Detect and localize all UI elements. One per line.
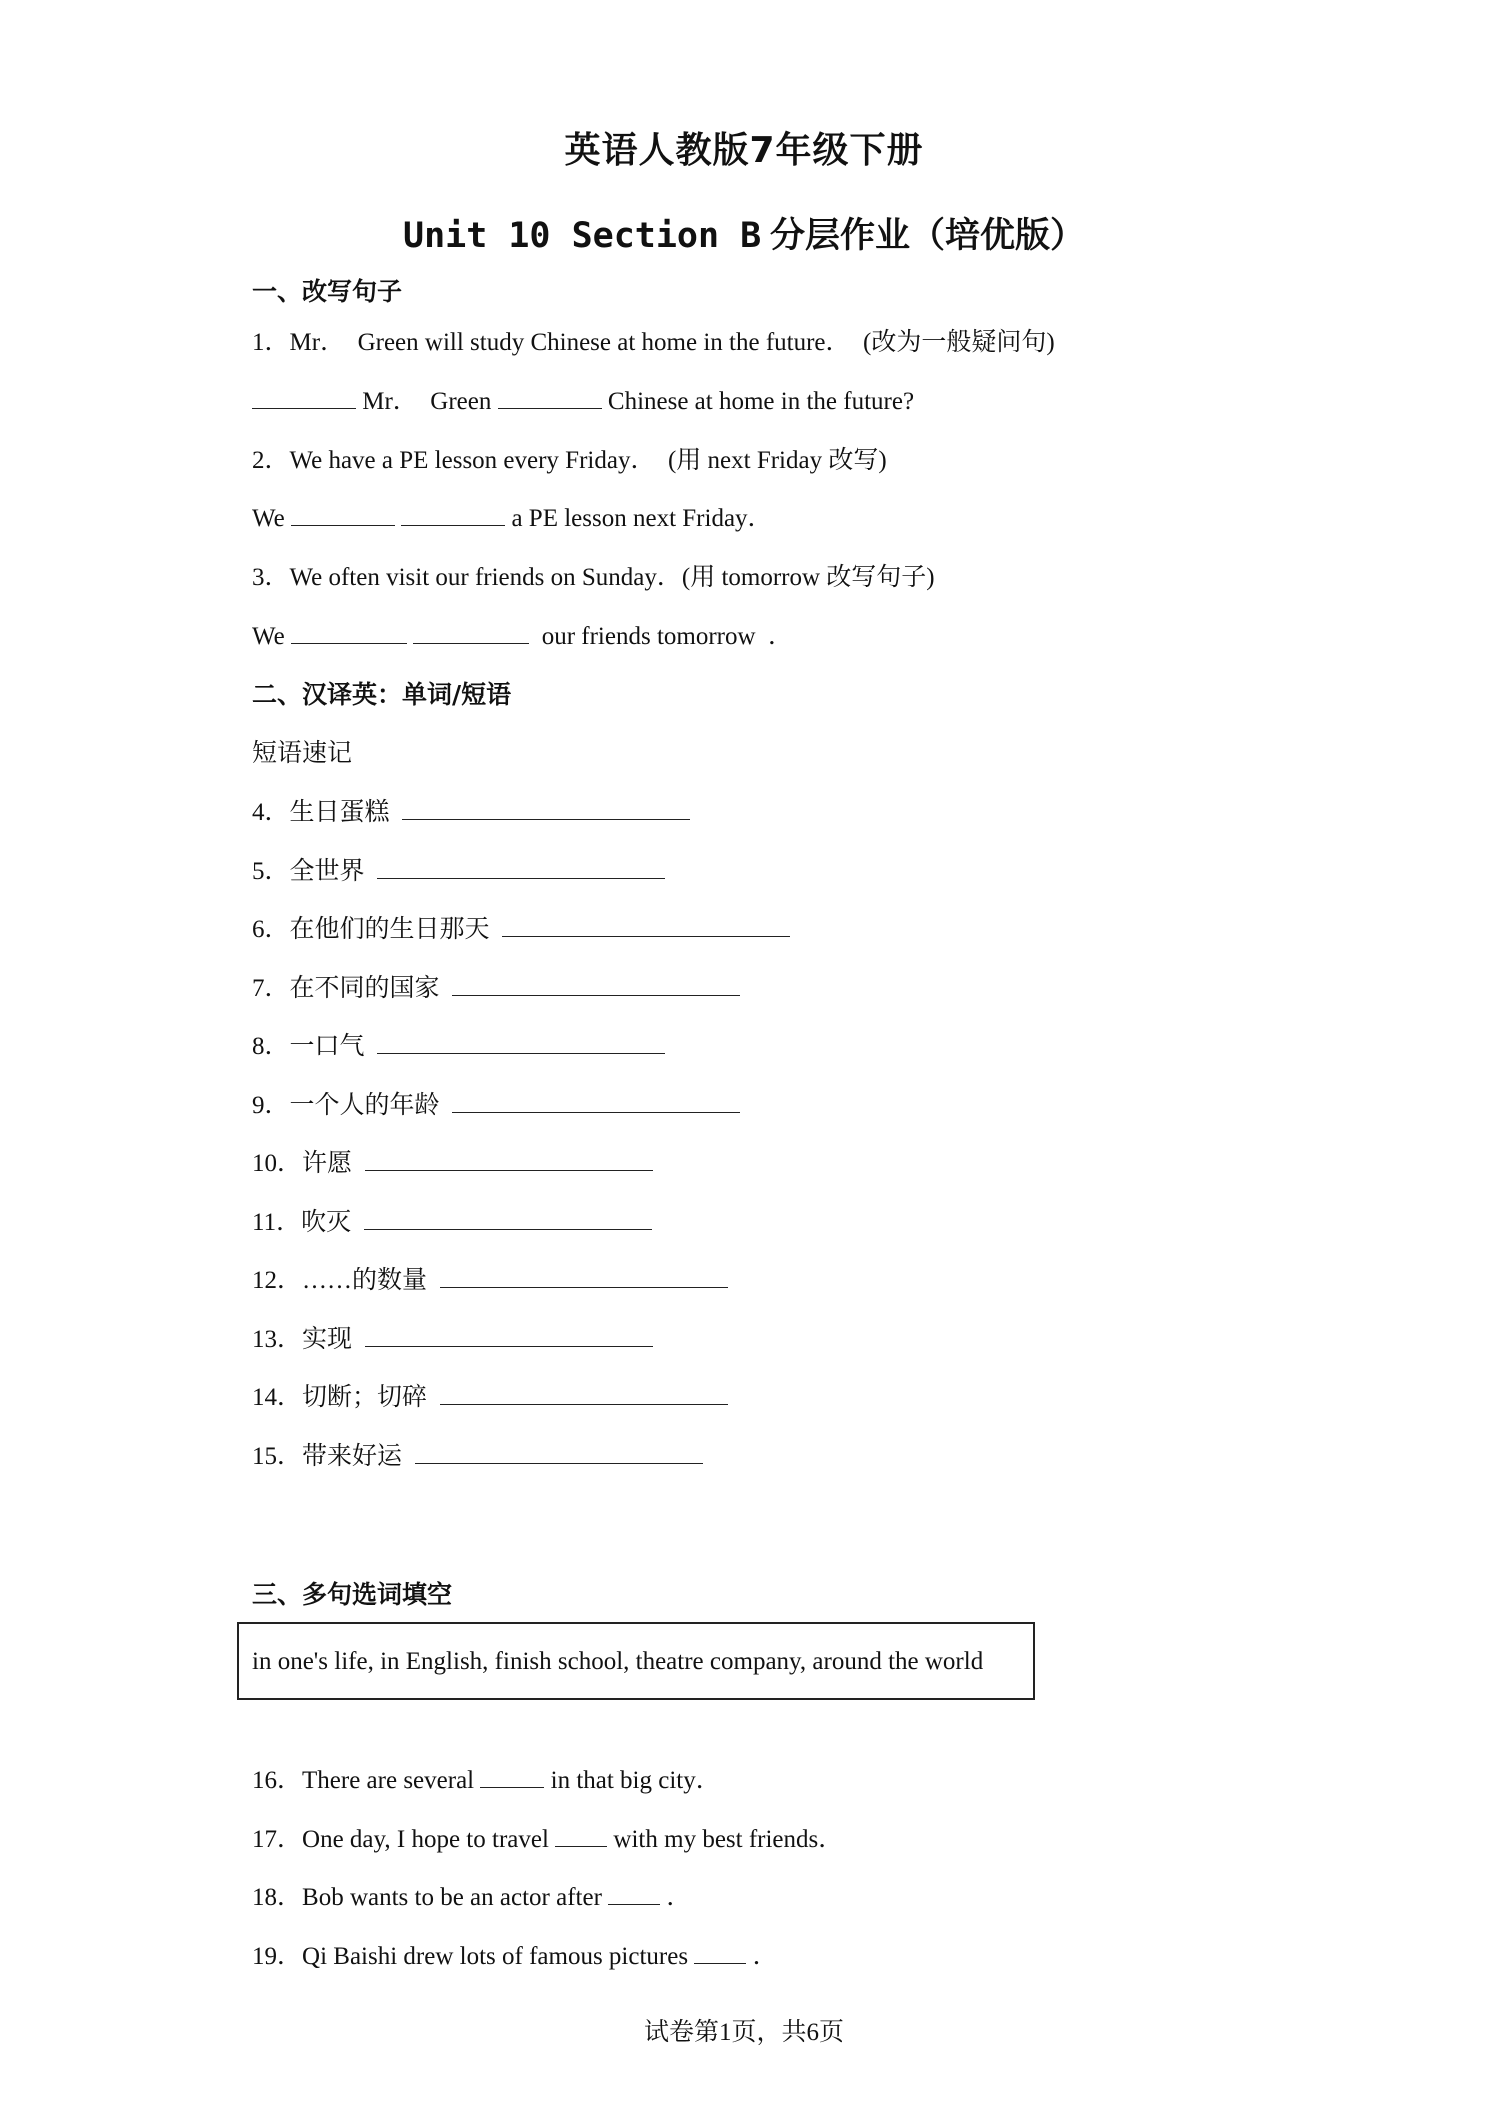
- phrase-item: [252, 1377, 728, 1413]
- question-number: 5．: [252, 857, 290, 885]
- question-number: 15．: [252, 1442, 303, 1470]
- section-subheading: 短语速记: [252, 740, 353, 767]
- section-heading-rewrite: 一、改写句子: [252, 277, 403, 306]
- question-number: 17．: [252, 1825, 303, 1853]
- question-number: 16．: [252, 1767, 303, 1794]
- question-2: [252, 440, 887, 476]
- answer-blank[interactable]: [440, 1265, 728, 1288]
- phrase-item: [252, 1026, 665, 1062]
- phrase-text: 实现: [302, 1325, 353, 1353]
- question-text: We often visit our friends on Sunday．(用 tomorrow 改写句子): [289, 564, 935, 591]
- question-number: 12．: [252, 1267, 303, 1294]
- question-text-before: Bob wants to be an actor after: [302, 1884, 602, 1911]
- phrase-text: 吹灭: [301, 1208, 352, 1236]
- question-number: 3．: [252, 564, 290, 591]
- page-title: 英语人教版7年级下册: [564, 130, 924, 171]
- answer-blank[interactable]: [694, 1941, 746, 1964]
- question-text-after: ．: [752, 1942, 778, 1970]
- answer-line-3: [252, 616, 793, 652]
- section-heading-fill: 三、多句选词填空: [252, 1580, 453, 1609]
- answer-blank[interactable]: [402, 797, 690, 820]
- question-text-after: ．: [666, 1884, 692, 1911]
- answer-blank[interactable]: [498, 386, 602, 409]
- section-heading-translate: 二、汉译英：单词/短语: [252, 680, 512, 709]
- answer-blank[interactable]: [252, 386, 356, 409]
- subtitle-cn: 分层作业（培优版）: [769, 216, 1085, 256]
- answer-text: Mr． Green: [362, 388, 492, 415]
- fill-question: [252, 1936, 778, 1972]
- fill-question: [252, 1819, 843, 1855]
- phrase-text: 生日蛋糕: [289, 799, 390, 826]
- answer-line-1: [252, 381, 914, 417]
- question-text-after: in that big city．: [550, 1767, 721, 1794]
- phrase-item: [252, 909, 790, 945]
- question-number: 13．: [252, 1325, 303, 1353]
- answer-blank[interactable]: [291, 503, 395, 526]
- phrase-text: ……的数量: [302, 1267, 428, 1294]
- answer-text: We: [252, 623, 285, 650]
- phrase-item: [252, 1143, 653, 1179]
- question-number: 4．: [252, 799, 290, 826]
- answer-blank[interactable]: [377, 1031, 665, 1054]
- fill-question: [252, 1877, 691, 1913]
- phrase-text: 一口气: [289, 1033, 365, 1060]
- phrase-text: 在不同的国家: [289, 974, 440, 1002]
- phrase-item: [252, 1085, 740, 1121]
- question-number: 1．: [252, 329, 290, 356]
- answer-blank[interactable]: [413, 621, 529, 644]
- answer-blank[interactable]: [377, 856, 665, 879]
- answer-text: a PE lesson next Friday．: [511, 505, 773, 532]
- phrase-item: [252, 851, 665, 887]
- answer-line-2: [252, 498, 773, 534]
- answer-blank[interactable]: [291, 621, 407, 644]
- phrase-item: [252, 968, 740, 1004]
- question-number: 6．: [252, 916, 290, 943]
- phrase-text: 在他们的生日那天: [289, 916, 490, 943]
- answer-text: Chinese at home in the future?: [607, 388, 915, 415]
- question-text-after: with my best friends．: [613, 1825, 844, 1853]
- question-1: [252, 322, 1055, 358]
- question-text-before: Qi Baishi drew lots of famous pictures: [302, 1942, 689, 1970]
- answer-blank[interactable]: [608, 1882, 660, 1905]
- question-number: 8．: [252, 1033, 290, 1060]
- question-number: 18．: [252, 1884, 303, 1911]
- question-text-before: One day, I hope to travel: [302, 1825, 549, 1853]
- page-subtitle: [0, 208, 1488, 258]
- answer-text: We: [252, 505, 285, 532]
- question-number: 10．: [252, 1150, 303, 1177]
- answer-blank[interactable]: [452, 973, 740, 996]
- phrase-item: [252, 1319, 653, 1355]
- phrase-item: [252, 1260, 728, 1296]
- phrase-text: 全世界: [289, 857, 365, 885]
- answer-blank[interactable]: [452, 1090, 740, 1113]
- phrase-text: 切断；切碎: [302, 1384, 428, 1411]
- phrase-item: [252, 1436, 703, 1472]
- answer-blank[interactable]: [365, 1324, 653, 1347]
- phrase-text: 一个人的年龄: [289, 1091, 440, 1119]
- answer-blank[interactable]: [415, 1441, 703, 1464]
- question-number: 11．: [252, 1208, 302, 1236]
- fill-question: [252, 1760, 721, 1796]
- question-number: 2．: [252, 447, 290, 474]
- answer-text: our friends tomorrow ．: [541, 623, 794, 650]
- question-number: 14．: [252, 1384, 303, 1411]
- word-bank-text: in one's life, in English, finish school, theatre company, around the world: [252, 1648, 984, 1675]
- answer-blank[interactable]: [440, 1382, 728, 1405]
- question-number: 9．: [252, 1091, 290, 1119]
- answer-blank[interactable]: [401, 503, 505, 526]
- answer-blank[interactable]: [480, 1765, 544, 1788]
- answer-blank[interactable]: [555, 1824, 607, 1847]
- answer-blank[interactable]: [365, 1148, 653, 1171]
- answer-blank[interactable]: [364, 1207, 652, 1230]
- word-bank-box: [237, 1622, 1035, 1700]
- question-text: We have a PE lesson every Friday． (用 next Friday 改写): [289, 447, 887, 474]
- answer-blank[interactable]: [502, 914, 790, 937]
- question-text: Mr． Green will study Chinese at home in the future． (改为一般疑问句): [289, 329, 1055, 356]
- question-3: [252, 557, 935, 593]
- subtitle-unit: Unit 10 Section B: [403, 216, 762, 256]
- question-number: 7．: [252, 974, 290, 1002]
- question-text-before: There are several: [302, 1767, 475, 1794]
- question-number: 19．: [252, 1942, 303, 1970]
- phrase-text: 许愿: [302, 1150, 353, 1177]
- page-footer: 试卷第1页，共6页: [643, 2019, 844, 2046]
- phrase-item: [252, 1202, 652, 1238]
- phrase-text: 带来好运: [302, 1442, 403, 1470]
- phrase-item: [252, 792, 690, 828]
